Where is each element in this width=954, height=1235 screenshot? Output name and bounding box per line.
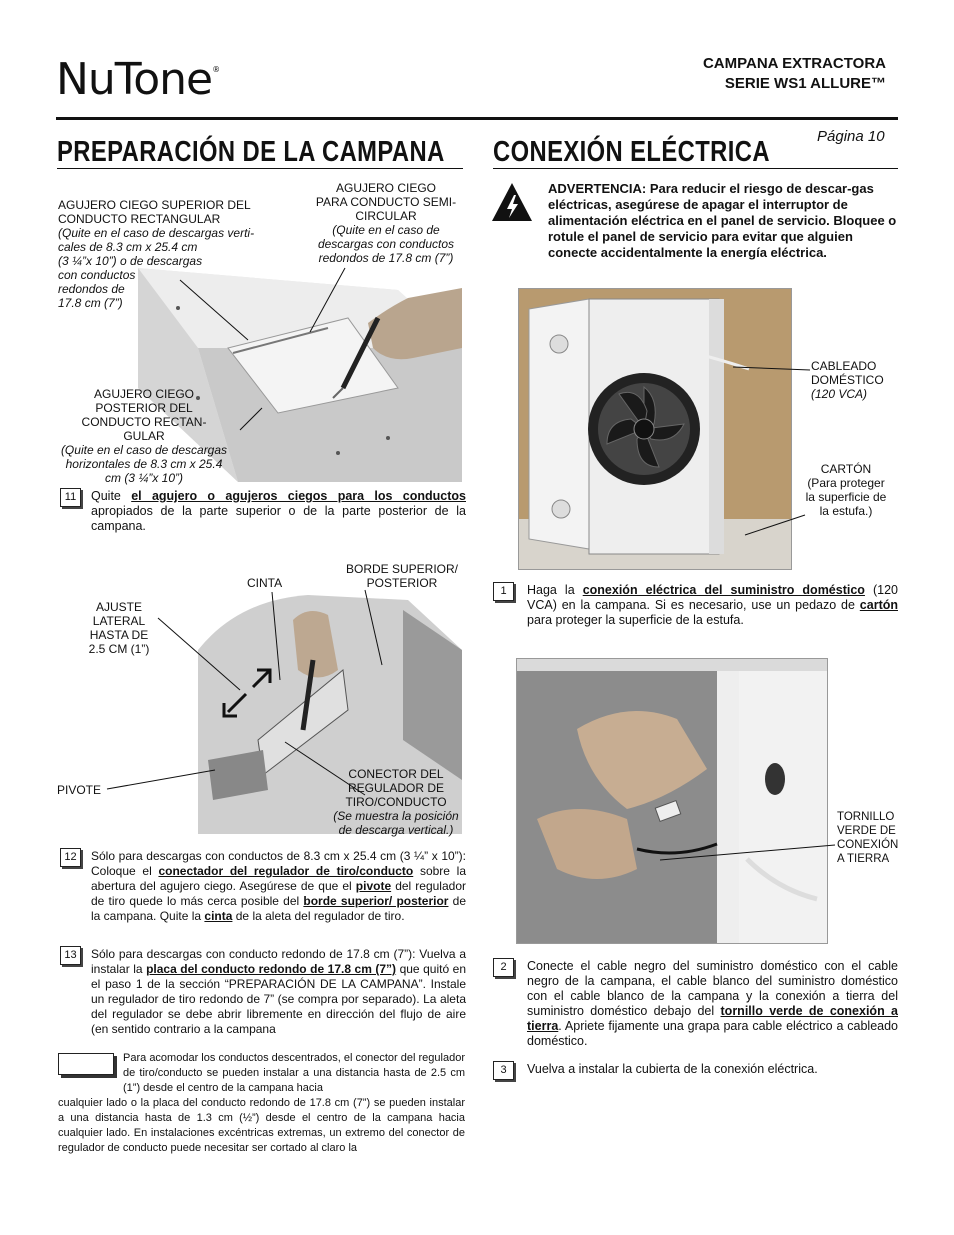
- label-text: CIRCULAR: [355, 209, 417, 223]
- step-emphasis: cartón: [859, 598, 898, 612]
- step-13-text: [91, 947, 466, 1037]
- label-text: AJUSTE: [95, 600, 142, 614]
- label-note: con conductos: [58, 268, 136, 282]
- step-number-1: 1: [493, 582, 514, 601]
- step-text: Conecte el cable negro del suministro doméstico con el cable negro de la campana, el cable blanco del suministro doméstico con el cable blanco de la campana y la conexión a tierra del suministro doméstico debajo del: [527, 959, 898, 1018]
- label-text: TIRO/CONDUCTO: [345, 795, 447, 809]
- label-text: PARA CONDUCTO SEMI-: [315, 195, 457, 209]
- label-text: 2.5 CM (1”): [88, 642, 150, 656]
- step-text: de la aleta del regulador de tiro.: [232, 909, 405, 923]
- step-12-text: [91, 849, 466, 924]
- step-number-12: 12: [60, 848, 81, 867]
- label-tornillo-tierra: [837, 810, 898, 866]
- label-text: CONDUCTO RECTAN-: [81, 415, 207, 429]
- label-note: redondos de 17.8 cm (7”): [318, 251, 454, 265]
- electrical-hazard-icon: [490, 181, 534, 225]
- label-note: cm (3 ¼”x 10”): [104, 471, 183, 485]
- label-note: redondos de: [58, 282, 125, 296]
- label-text: CARTÓN: [820, 462, 872, 476]
- label-borde-superior: [336, 562, 468, 590]
- label-carton: [790, 462, 902, 518]
- label-text: DOMÉSTICO: [811, 373, 884, 387]
- label-note: horizontales de 8.3 cm x 25.4: [65, 457, 223, 471]
- note-text-1: Para acomodar los conductos descentrados, el conector del regulador de tiro/conducto se pueden instalar a una distancia hasta de 2.5 cm (1”) desde el centro de la campana hacia: [123, 1052, 465, 1094]
- label-cinta: CINTA: [247, 576, 283, 590]
- step-emphasis: conexión eléctrica del suministro doméstico: [582, 583, 865, 597]
- step-text: que quitó en el paso 1 de la sección “PREPARACIÓN DE LA CAMPANA”. Instale un regulador de tiro redondo de 7” (se compra por separado). La aleta del regulador se debe abrir libremente en dirección del flujo de aire (en sentido contrario a la campana: [91, 962, 466, 1036]
- step-text: Sólo para descargas con conducto redondo de 17.8 cm (7”): Vuelva a instalar la: [91, 947, 466, 976]
- label-text: AGUJERO CIEGO: [93, 387, 194, 401]
- step-number-2: 2: [493, 958, 514, 977]
- registered-mark: ®: [212, 65, 221, 74]
- label-text: GULAR: [123, 429, 165, 443]
- step-3-text: Vuelva a instalar la cubierta de la conexión eléctrica.: [527, 1062, 818, 1076]
- step-emphasis: conectador del regulador de tiro/conducto: [158, 864, 414, 878]
- label-note: descargas con conductos: [317, 237, 455, 251]
- step-emphasis: borde superior/ posterior: [303, 894, 449, 908]
- step-emphasis: placa del conducto redondo de 17.8 cm (7”): [146, 962, 397, 976]
- label-note: (Quite en el caso de descargas verti-: [58, 226, 255, 240]
- note-text-2: cualquier lado o la placa del conducto redondo de 17.8 cm (7”) se pueden instalar a una distancia hasta de 1.3 cm (½”) desde el centro de la campana hacia cualquier lado. En instalaciones excéntricas extremas, un extremo del conector de regulador de conducto puede necesitar ser cortado al claro la: [58, 1097, 465, 1154]
- step-text: del regulador de tiro quede lo más cerca posible del: [91, 879, 466, 908]
- label-semicircular-knockout: [306, 181, 466, 265]
- wiring-hands-photo: [516, 658, 828, 944]
- step-11-text: [91, 489, 466, 534]
- label-rear-rect-knockout: [44, 387, 244, 485]
- label-note: (120 VCA): [811, 387, 868, 401]
- label-text: VERDE DE: [837, 825, 896, 837]
- label-text: REGULADOR DE: [347, 781, 445, 795]
- product-line-2: SERIE WS1 ALLURE™: [724, 75, 886, 92]
- step-emphasis: cinta: [204, 909, 233, 923]
- label-text: CABLEADO: [811, 359, 877, 373]
- label-note: de descarga vertical.): [338, 823, 454, 837]
- header-rule: [56, 117, 898, 120]
- label-text: POSTERIOR DEL: [95, 401, 193, 415]
- label-ajuste-lateral: [78, 600, 160, 656]
- step-2-text: [527, 959, 898, 1049]
- label-text: (Para proteger: [807, 476, 885, 490]
- step-emphasis: pivote: [355, 879, 392, 893]
- step-number-13: 13: [60, 946, 81, 965]
- section-title-conexion: CONEXIÓN ELÉCTRICA: [493, 136, 770, 168]
- label-text: BORDE SUPERIOR/: [345, 562, 459, 576]
- step-text: Haga la: [527, 583, 583, 597]
- brand-logo: [56, 54, 221, 105]
- label-top-rect-knockout: [58, 198, 280, 310]
- label-text: la estufa.): [819, 504, 873, 518]
- step-text: de la campana. Quite la: [91, 894, 467, 923]
- label-text: CONEXIÓN: [837, 839, 899, 851]
- product-title: [703, 54, 886, 94]
- label-note: cales de 8.3 cm x 25.4 cm: [58, 240, 198, 254]
- label-note: (Quite en el caso de descargas: [60, 443, 228, 457]
- step-text: para proteger la superficie de la estufa.: [527, 613, 744, 627]
- section-title-preparacion: PREPARACIÓN DE LA CAMPANA: [57, 136, 445, 168]
- warning-text: ADVERTENCIA: Para reducir el riesgo de descar-gas eléctricas, asegúrese de apagar el interruptor de alimentación eléctrica en el panel de servicio. Bloquee o rotule el panel de servicio para evitar que alguien conecte accidentalmente la energía eléctrica.: [548, 181, 897, 260]
- label-text: AGUJERO CIEGO: [335, 181, 436, 195]
- step-text: apropiados de la parte superior o de la parte posterior de la campana.: [91, 504, 466, 533]
- label-text: la superficie de: [805, 490, 887, 504]
- label-text: HASTA DE: [89, 628, 149, 642]
- label-pivote: PIVOTE: [57, 783, 102, 797]
- label-text: A TIERRA: [837, 853, 890, 865]
- step-1-text: [527, 583, 898, 628]
- step-text: sobre la abertura del agujero ciego. Asegúrese de que el: [91, 864, 466, 893]
- page-number: Página 10: [817, 128, 885, 145]
- label-text: AGUJERO CIEGO SUPERIOR DEL: [58, 198, 251, 212]
- title-underline-right: [493, 168, 898, 169]
- label-note: 17.8 cm (7”): [58, 296, 123, 310]
- step-number-11: 11: [60, 488, 81, 507]
- step-emphasis: el agujero o agujeros ciegos para los conductos: [131, 489, 466, 503]
- label-text: POSTERIOR: [366, 576, 438, 590]
- brand-name: NuTone: [56, 54, 213, 105]
- label-text: CONDUCTO RECTANGULAR: [58, 212, 221, 226]
- step-text: Quite: [91, 489, 132, 503]
- step-text: Sólo para descargas con conductos de 8.3 cm x 25.4 cm (3 ¼” x 10”): Coloque el: [91, 849, 466, 878]
- label-note: (Se muestra la posición: [333, 809, 459, 823]
- step-text: . Apriete fijamente una grapa para cable eléctrico a cableado doméstico.: [527, 1019, 898, 1048]
- label-note: (3 ¼”x 10”) o de descargas: [58, 254, 203, 268]
- label-text: CONECTOR DEL: [348, 767, 444, 781]
- note-box: [58, 1053, 114, 1075]
- label-text: TORNILLO: [837, 811, 895, 823]
- step-text: (120 VCA) en la campana. Si es necesario, use un pedazo de: [527, 583, 898, 612]
- step-number-3: 3: [493, 1061, 514, 1080]
- label-cableado-domestico: [811, 359, 884, 401]
- hood-fan-photo: [518, 288, 792, 570]
- label-note: (Quite en el caso de: [332, 223, 440, 237]
- product-line-1: CAMPANA EXTRACTORA: [702, 55, 886, 72]
- step-emphasis: tornillo verde de conexión a tierra: [527, 1004, 898, 1033]
- label-conector-regulador: [322, 767, 470, 837]
- title-underline-left: [57, 168, 463, 169]
- label-text: LATERAL: [92, 614, 146, 628]
